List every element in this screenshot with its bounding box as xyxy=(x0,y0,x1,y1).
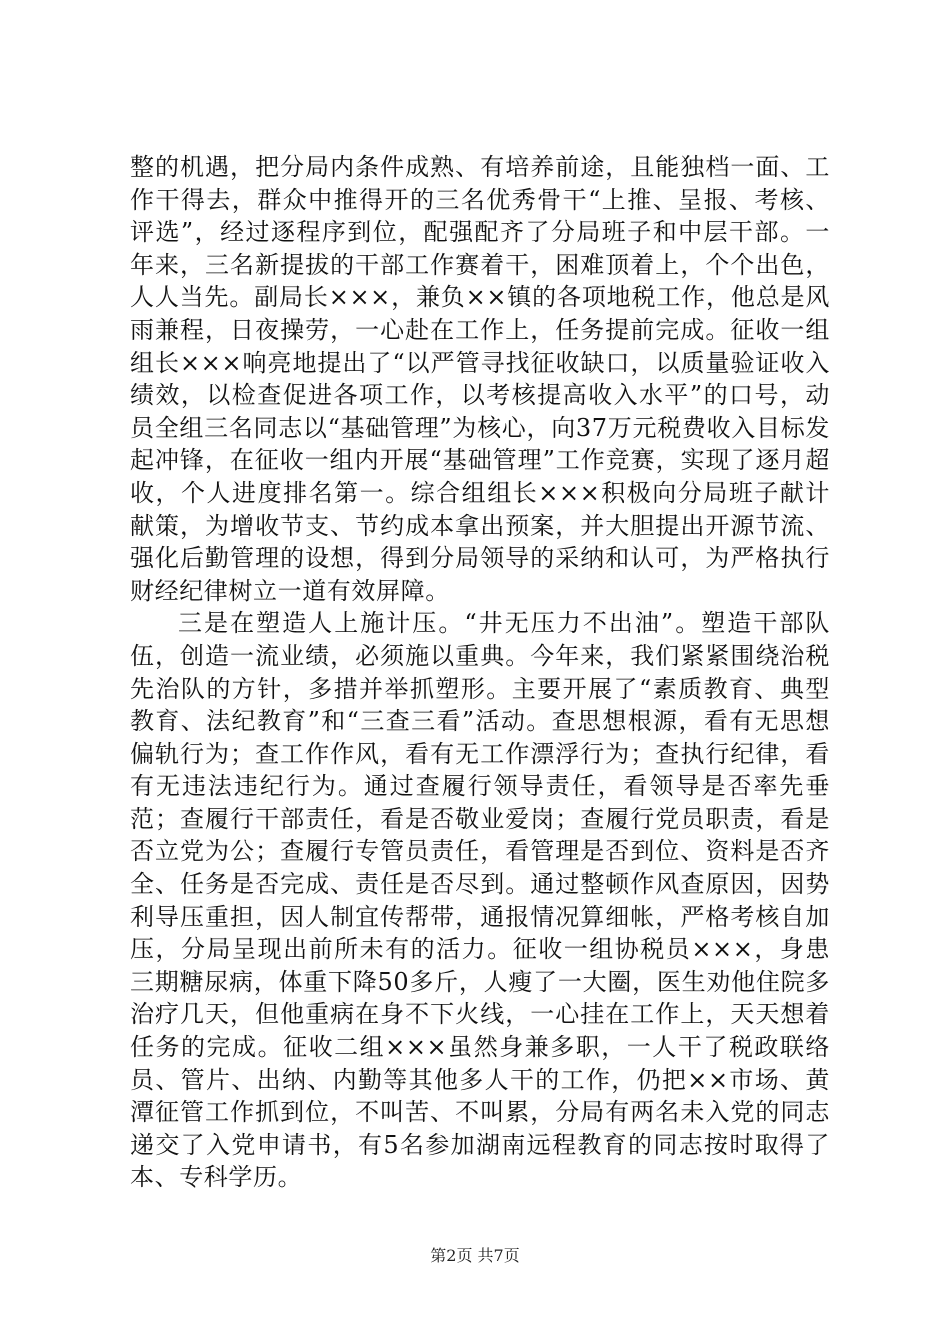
paragraph-2: 三是在塑造人上施计压。“井无压力不出油”。塑造干部队伍，创造一流业绩，必须施以重典。今年来，我们紧紧围绕治税先治队的方针，多措并举抓塑形。主要开展了“素质教育、典型教育、法纪教育”和“三查三看”活动。查思想根源，看有无思想偏轨行为；查工作作风，看有无工作漂浮行为；查执行纪律，看有无违法违纪行为。通过查履行领导责任，看领导是否率先垂范；查履行干部责任，看是否敬业爱岗；查履行党员职责，看是否立党为公；查履行专管员责任，看管理是否到位、资料是否齐全、任务是否完成、责任是否尽到。通过整顿作风查原因，因势利导压重担，因人制宜传帮带，通报情况算细帐，严格考核自加压，分局呈现出前所未有的活力。征收一组协税员×××，身患三期糖尿病，体重下降50多斤，人瘦了一大圈，医生劝他住院多治疗几天，但他重病在身不下火线，一心挂在工作上，天天想着任务的完成。征收二组×××虽然身兼多职，一人干了税政联络员、管片、出纳、内勤等其他多人干的工作，仍把××市场、黄潭征管工作抓到位，不叫苦、不叫累，分局有两名未入党的同志递交了入党申请书，有5名参加湖南远程教育的同志按时取得了本、专科学历。 xyxy=(130,609,830,1192)
document-body xyxy=(130,151,830,1194)
page-footer: 第2页 共7页 xyxy=(430,1246,520,1265)
paragraph-1: 整的机遇，把分局内条件成熟、有培养前途，且能独档一面、工作干得去，群众中推得开的三名优秀骨干“上推、呈报、考核、评选”，经过逐程序到位，配强配齐了分局班子和中层干部。一年来，三名新提拔的干部工作赛着干，困难顶着上，个个出色，人人当先。副局长×××，兼负××镇的各项地税工作，他总是风雨兼程，日夜操劳，一心赴在工作上，任务提前完成。征收一组组长×××响亮地提出了“以严管寻找征收缺口，以质量验证收入绩效，以检查促进各项工作，以考核提高收入水平”的口号，动员全组三名同志以“基础管理”为核心，向37万元税费收入目标发起冲锋，在征收一组内开展“基础管理”工作竞赛，实现了逐月超收，个人进度排名第一。综合组组长×××积极向分局班子献计献策，为增收节支、节约成本拿出预案，并大胆提出开源节流、强化后勤管理的设想，得到分局领导的采纳和认可，为严格执行财经纪律树立一道有效屏障。 xyxy=(130,153,830,605)
